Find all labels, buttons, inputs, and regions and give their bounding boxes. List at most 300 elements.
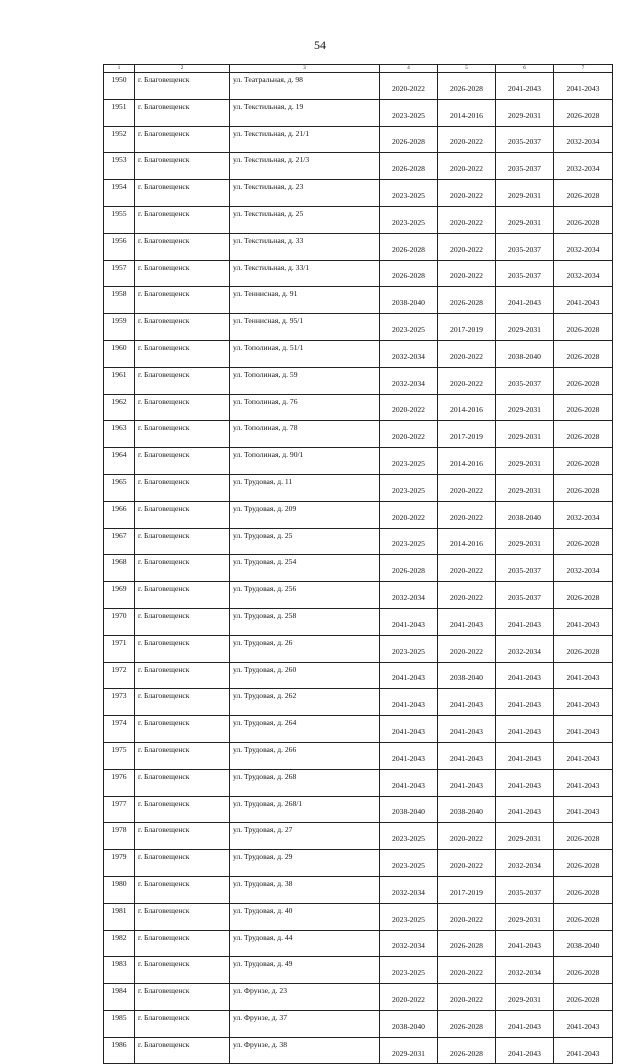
period-cell: 2029-2031 [380, 1037, 438, 1064]
period-cell: 2038-2040 [380, 796, 438, 823]
city-cell: г. Благовещенск [135, 474, 230, 501]
period-cell: 2041-2043 [496, 930, 554, 957]
table-row [104, 99, 613, 126]
period-cell: 2026-2028 [438, 1010, 496, 1037]
row-number: 1964 [104, 448, 135, 475]
period-cell: 2041-2043 [554, 742, 613, 769]
period-cell: 2020-2022 [438, 474, 496, 501]
period-cell: 2020-2022 [438, 635, 496, 662]
city-cell: г. Благовещенск [135, 233, 230, 260]
table-row [104, 340, 613, 367]
address-cell: ул. Текстильная, д. 33 [230, 233, 380, 260]
table-row [104, 206, 613, 233]
table-row [104, 448, 613, 475]
period-cell: 2020-2022 [438, 180, 496, 207]
period-cell: 2032-2034 [380, 582, 438, 609]
table-row [104, 903, 613, 930]
period-cell: 2029-2031 [496, 528, 554, 555]
header-cell: 7 [554, 65, 613, 73]
row-number: 1971 [104, 635, 135, 662]
row-number: 1969 [104, 582, 135, 609]
address-cell: ул. Тополиная, д. 78 [230, 421, 380, 448]
period-cell: 2023-2025 [380, 823, 438, 850]
table-row [104, 582, 613, 609]
address-cell: ул. Трудовая, д. 44 [230, 930, 380, 957]
period-cell: 2029-2031 [496, 823, 554, 850]
period-cell: 2035-2037 [496, 876, 554, 903]
city-cell: г. Благовещенск [135, 314, 230, 341]
city-cell: г. Благовещенск [135, 367, 230, 394]
row-number: 1973 [104, 689, 135, 716]
row-number: 1980 [104, 876, 135, 903]
table-row [104, 555, 613, 582]
table-row [104, 421, 613, 448]
table-row [104, 73, 613, 100]
city-cell: г. Благовещенск [135, 796, 230, 823]
period-cell: 2038-2040 [380, 287, 438, 314]
address-cell: ул. Текстильная, д. 21/1 [230, 126, 380, 153]
period-cell: 2023-2025 [380, 850, 438, 877]
period-cell: 2020-2022 [438, 903, 496, 930]
address-cell: ул. Трудовая, д. 268/1 [230, 796, 380, 823]
row-number: 1974 [104, 716, 135, 743]
period-cell: 2035-2037 [496, 126, 554, 153]
period-cell: 2032-2034 [496, 957, 554, 984]
period-cell: 2032-2034 [380, 876, 438, 903]
period-cell: 2020-2022 [438, 126, 496, 153]
period-cell: 2041-2043 [380, 716, 438, 743]
city-cell: г. Благовещенск [135, 206, 230, 233]
city-cell: г. Благовещенск [135, 876, 230, 903]
period-cell: 2023-2025 [380, 903, 438, 930]
row-number: 1955 [104, 206, 135, 233]
address-cell: ул. Трудовая, д. 25 [230, 528, 380, 555]
header-cell: 6 [496, 65, 554, 73]
period-cell: 2026-2028 [380, 153, 438, 180]
table-row [104, 662, 613, 689]
table-row [104, 394, 613, 421]
period-cell: 2026-2028 [554, 99, 613, 126]
address-cell: ул. Тополиная, д. 59 [230, 367, 380, 394]
period-cell: 2041-2043 [496, 689, 554, 716]
city-cell: г. Благовещенск [135, 1010, 230, 1037]
period-cell: 2032-2034 [554, 233, 613, 260]
period-cell: 2026-2028 [554, 528, 613, 555]
period-cell: 2026-2028 [554, 314, 613, 341]
city-cell: г. Благовещенск [135, 984, 230, 1011]
address-cell: ул. Трудовая, д. 26 [230, 635, 380, 662]
period-cell: 2026-2028 [554, 421, 613, 448]
row-number: 1979 [104, 850, 135, 877]
period-cell: 2041-2043 [496, 1037, 554, 1064]
address-cell: ул. Теннисная, д. 95/1 [230, 314, 380, 341]
address-cell: ул. Фрунзе, д. 38 [230, 1037, 380, 1064]
period-cell: 2023-2025 [380, 448, 438, 475]
period-cell: 2041-2043 [380, 769, 438, 796]
period-cell: 2020-2022 [380, 394, 438, 421]
period-cell: 2020-2022 [438, 501, 496, 528]
period-cell: 2023-2025 [380, 957, 438, 984]
city-cell: г. Благовещенск [135, 180, 230, 207]
period-cell: 2041-2043 [554, 716, 613, 743]
table-row [104, 930, 613, 957]
city-cell: г. Благовещенск [135, 689, 230, 716]
period-cell: 2026-2028 [438, 930, 496, 957]
period-cell: 2014-2016 [438, 99, 496, 126]
address-cell: ул. Теннисная, д. 91 [230, 287, 380, 314]
row-number: 1953 [104, 153, 135, 180]
period-cell: 2020-2022 [380, 984, 438, 1011]
row-number: 1986 [104, 1037, 135, 1064]
period-cell: 2020-2022 [438, 233, 496, 260]
row-number: 1977 [104, 796, 135, 823]
period-cell: 2023-2025 [380, 206, 438, 233]
city-cell: г. Благовещенск [135, 1037, 230, 1064]
table-row [104, 126, 613, 153]
period-cell: 2029-2031 [496, 206, 554, 233]
period-cell: 2020-2022 [438, 984, 496, 1011]
period-cell: 2023-2025 [380, 635, 438, 662]
period-cell: 2032-2034 [496, 635, 554, 662]
address-cell: ул. Текстильная, д. 23 [230, 180, 380, 207]
period-cell: 2026-2028 [554, 635, 613, 662]
row-number: 1976 [104, 769, 135, 796]
period-cell: 2041-2043 [554, 608, 613, 635]
period-cell: 2020-2022 [438, 340, 496, 367]
period-cell: 2032-2034 [554, 501, 613, 528]
table-row [104, 689, 613, 716]
period-cell: 2041-2043 [554, 1037, 613, 1064]
period-cell: 2041-2043 [380, 662, 438, 689]
address-cell: ул. Текстильная, д. 19 [230, 99, 380, 126]
city-cell: г. Благовещенск [135, 99, 230, 126]
period-cell: 2029-2031 [496, 180, 554, 207]
period-cell: 2026-2028 [438, 73, 496, 100]
address-cell: ул. Текстильная, д. 33/1 [230, 260, 380, 287]
city-cell: г. Благовещенск [135, 930, 230, 957]
row-number: 1978 [104, 823, 135, 850]
address-cell: ул. Театральная, д. 98 [230, 73, 380, 100]
header-cell: 3 [230, 65, 380, 73]
period-cell: 2041-2043 [438, 716, 496, 743]
table-row [104, 957, 613, 984]
city-cell: г. Благовещенск [135, 957, 230, 984]
address-cell: ул. Трудовая, д. 40 [230, 903, 380, 930]
address-cell: ул. Текстильная, д. 21/3 [230, 153, 380, 180]
row-number: 1972 [104, 662, 135, 689]
period-cell: 2026-2028 [380, 126, 438, 153]
address-cell: ул. Трудовая, д. 27 [230, 823, 380, 850]
period-cell: 2023-2025 [380, 474, 438, 501]
table-row [104, 528, 613, 555]
table-row [104, 1037, 613, 1064]
city-cell: г. Благовещенск [135, 501, 230, 528]
period-cell: 2023-2025 [380, 314, 438, 341]
city-cell: г. Благовещенск [135, 903, 230, 930]
period-cell: 2041-2043 [554, 287, 613, 314]
period-cell: 2032-2034 [554, 126, 613, 153]
address-cell: ул. Тополиная, д. 90/1 [230, 448, 380, 475]
period-cell: 2041-2043 [496, 716, 554, 743]
period-cell: 2020-2022 [438, 823, 496, 850]
address-cell: ул. Фрунзе, д. 23 [230, 984, 380, 1011]
address-cell: ул. Трудовая, д. 49 [230, 957, 380, 984]
table-row [104, 153, 613, 180]
city-cell: г. Благовещенск [135, 635, 230, 662]
city-cell: г. Благовещенск [135, 260, 230, 287]
row-number: 1970 [104, 608, 135, 635]
address-cell: ул. Трудовая, д. 262 [230, 689, 380, 716]
city-cell: г. Благовещенск [135, 850, 230, 877]
period-cell: 2041-2043 [496, 73, 554, 100]
period-cell: 2038-2040 [496, 501, 554, 528]
city-cell: г. Благовещенск [135, 287, 230, 314]
table-row [104, 716, 613, 743]
row-number: 1966 [104, 501, 135, 528]
table-row [104, 742, 613, 769]
period-cell: 2029-2031 [496, 903, 554, 930]
period-cell: 2041-2043 [496, 796, 554, 823]
period-cell: 2041-2043 [496, 1010, 554, 1037]
period-cell: 2032-2034 [496, 850, 554, 877]
row-number: 1983 [104, 957, 135, 984]
housing-schedule-table [103, 64, 613, 1064]
period-cell: 2017-2019 [438, 314, 496, 341]
address-cell: ул. Трудовая, д. 260 [230, 662, 380, 689]
period-cell: 2026-2028 [554, 180, 613, 207]
period-cell: 2026-2028 [554, 823, 613, 850]
table-row [104, 233, 613, 260]
period-cell: 2029-2031 [496, 421, 554, 448]
table-row [104, 474, 613, 501]
document-table-container [103, 64, 612, 1064]
period-cell: 2026-2028 [554, 876, 613, 903]
period-cell: 2035-2037 [496, 260, 554, 287]
row-number: 1968 [104, 555, 135, 582]
column-number-header [104, 65, 613, 73]
period-cell: 2032-2034 [554, 153, 613, 180]
table-row [104, 850, 613, 877]
period-cell: 2041-2043 [554, 796, 613, 823]
period-cell: 2026-2028 [380, 260, 438, 287]
period-cell: 2041-2043 [380, 742, 438, 769]
address-cell: ул. Трудовая, д. 209 [230, 501, 380, 528]
period-cell: 2026-2028 [554, 903, 613, 930]
city-cell: г. Благовещенск [135, 823, 230, 850]
period-cell: 2038-2040 [496, 340, 554, 367]
row-number: 1959 [104, 314, 135, 341]
period-cell: 2041-2043 [496, 769, 554, 796]
address-cell: ул. Трудовая, д. 264 [230, 716, 380, 743]
address-cell: ул. Трудовая, д. 29 [230, 850, 380, 877]
city-cell: г. Благовещенск [135, 742, 230, 769]
period-cell: 2029-2031 [496, 474, 554, 501]
header-cell: 4 [380, 65, 438, 73]
period-cell: 2014-2016 [438, 448, 496, 475]
row-number: 1954 [104, 180, 135, 207]
period-cell: 2041-2043 [554, 769, 613, 796]
period-cell: 2020-2022 [438, 957, 496, 984]
period-cell: 2029-2031 [496, 99, 554, 126]
city-cell: г. Благовещенск [135, 716, 230, 743]
period-cell: 2026-2028 [554, 957, 613, 984]
header-cell: 2 [135, 65, 230, 73]
period-cell: 2026-2028 [554, 340, 613, 367]
row-number: 1960 [104, 340, 135, 367]
period-cell: 2035-2037 [496, 367, 554, 394]
address-cell: ул. Трудовая, д. 254 [230, 555, 380, 582]
period-cell: 2035-2037 [496, 555, 554, 582]
period-cell: 2026-2028 [554, 984, 613, 1011]
period-cell: 2026-2028 [554, 448, 613, 475]
table-row [104, 823, 613, 850]
header-cell: 5 [438, 65, 496, 73]
city-cell: г. Благовещенск [135, 769, 230, 796]
city-cell: г. Благовещенск [135, 608, 230, 635]
city-cell: г. Благовещенск [135, 555, 230, 582]
table-row [104, 287, 613, 314]
period-cell: 2026-2028 [554, 582, 613, 609]
row-number: 1961 [104, 367, 135, 394]
period-cell: 2023-2025 [380, 99, 438, 126]
page-number: 54 [314, 38, 326, 52]
period-cell: 2029-2031 [496, 984, 554, 1011]
period-cell: 2020-2022 [438, 260, 496, 287]
period-cell: 2026-2028 [554, 367, 613, 394]
period-cell: 2026-2028 [438, 1037, 496, 1064]
period-cell: 2035-2037 [496, 582, 554, 609]
period-cell: 2041-2043 [496, 742, 554, 769]
address-cell: ул. Тополиная, д. 76 [230, 394, 380, 421]
period-cell: 2020-2022 [438, 153, 496, 180]
period-cell: 2026-2028 [380, 233, 438, 260]
period-cell: 2032-2034 [380, 340, 438, 367]
table-body [104, 73, 613, 1064]
period-cell: 2041-2043 [380, 689, 438, 716]
city-cell: г. Благовещенск [135, 421, 230, 448]
period-cell: 2035-2037 [496, 153, 554, 180]
period-cell: 2041-2043 [554, 662, 613, 689]
period-cell: 2038-2040 [438, 662, 496, 689]
period-cell: 2017-2019 [438, 421, 496, 448]
city-cell: г. Благовещенск [135, 340, 230, 367]
period-cell: 2026-2028 [554, 850, 613, 877]
period-cell: 2026-2028 [554, 474, 613, 501]
period-cell: 2023-2025 [380, 180, 438, 207]
table-row [104, 260, 613, 287]
table-row [104, 367, 613, 394]
row-number: 1984 [104, 984, 135, 1011]
period-cell: 2020-2022 [438, 206, 496, 233]
city-cell: г. Благовещенск [135, 662, 230, 689]
table-row [104, 876, 613, 903]
period-cell: 2041-2043 [496, 608, 554, 635]
period-cell: 2041-2043 [554, 689, 613, 716]
period-cell: 2020-2022 [380, 421, 438, 448]
period-cell: 2041-2043 [438, 742, 496, 769]
period-cell: 2020-2022 [438, 367, 496, 394]
row-number: 1957 [104, 260, 135, 287]
address-cell: ул. Текстильная, д. 25 [230, 206, 380, 233]
row-number: 1958 [104, 287, 135, 314]
row-number: 1950 [104, 73, 135, 100]
period-cell: 2029-2031 [496, 448, 554, 475]
period-cell: 2041-2043 [438, 689, 496, 716]
period-cell: 2035-2037 [496, 233, 554, 260]
row-number: 1952 [104, 126, 135, 153]
period-cell: 2041-2043 [496, 662, 554, 689]
period-cell: 2026-2028 [380, 555, 438, 582]
row-number: 1965 [104, 474, 135, 501]
row-number: 1975 [104, 742, 135, 769]
period-cell: 2023-2025 [380, 528, 438, 555]
city-cell: г. Благовещенск [135, 73, 230, 100]
row-number: 1963 [104, 421, 135, 448]
table-row [104, 635, 613, 662]
period-cell: 2017-2019 [438, 876, 496, 903]
period-cell: 2032-2034 [554, 555, 613, 582]
address-cell: ул. Трудовая, д. 11 [230, 474, 380, 501]
period-cell: 2029-2031 [496, 314, 554, 341]
period-cell: 2020-2022 [438, 582, 496, 609]
table-row [104, 769, 613, 796]
period-cell: 2020-2022 [438, 850, 496, 877]
table-row [104, 501, 613, 528]
period-cell: 2041-2043 [554, 1010, 613, 1037]
period-cell: 2026-2028 [554, 206, 613, 233]
address-cell: ул. Трудовая, д. 266 [230, 742, 380, 769]
table-row [104, 796, 613, 823]
period-cell: 2038-2040 [554, 930, 613, 957]
table-row [104, 608, 613, 635]
period-cell: 2032-2034 [380, 367, 438, 394]
city-cell: г. Благовещенск [135, 126, 230, 153]
period-cell: 2041-2043 [554, 73, 613, 100]
period-cell: 2029-2031 [496, 394, 554, 421]
period-cell: 2032-2034 [380, 930, 438, 957]
table-row [104, 1010, 613, 1037]
table-row [104, 984, 613, 1011]
row-number: 1981 [104, 903, 135, 930]
period-cell: 2020-2022 [438, 555, 496, 582]
period-cell: 2014-2016 [438, 394, 496, 421]
address-cell: ул. Трудовая, д. 38 [230, 876, 380, 903]
city-cell: г. Благовещенск [135, 582, 230, 609]
period-cell: 2026-2028 [438, 287, 496, 314]
row-number: 1962 [104, 394, 135, 421]
period-cell: 2026-2028 [554, 394, 613, 421]
period-cell: 2041-2043 [438, 608, 496, 635]
table-row [104, 180, 613, 207]
period-cell: 2041-2043 [380, 608, 438, 635]
header-cell: 1 [104, 65, 135, 73]
row-number: 1956 [104, 233, 135, 260]
row-number: 1982 [104, 930, 135, 957]
city-cell: г. Благовещенск [135, 153, 230, 180]
period-cell: 2020-2022 [380, 73, 438, 100]
address-cell: ул. Тополиная, д. 51/1 [230, 340, 380, 367]
city-cell: г. Благовещенск [135, 448, 230, 475]
period-cell: 2014-2016 [438, 528, 496, 555]
period-cell: 2041-2043 [496, 287, 554, 314]
address-cell: ул. Трудовая, д. 256 [230, 582, 380, 609]
period-cell: 2020-2022 [380, 501, 438, 528]
row-number: 1967 [104, 528, 135, 555]
city-cell: г. Благовещенск [135, 394, 230, 421]
period-cell: 2038-2040 [380, 1010, 438, 1037]
period-cell: 2038-2040 [438, 796, 496, 823]
row-number: 1985 [104, 1010, 135, 1037]
